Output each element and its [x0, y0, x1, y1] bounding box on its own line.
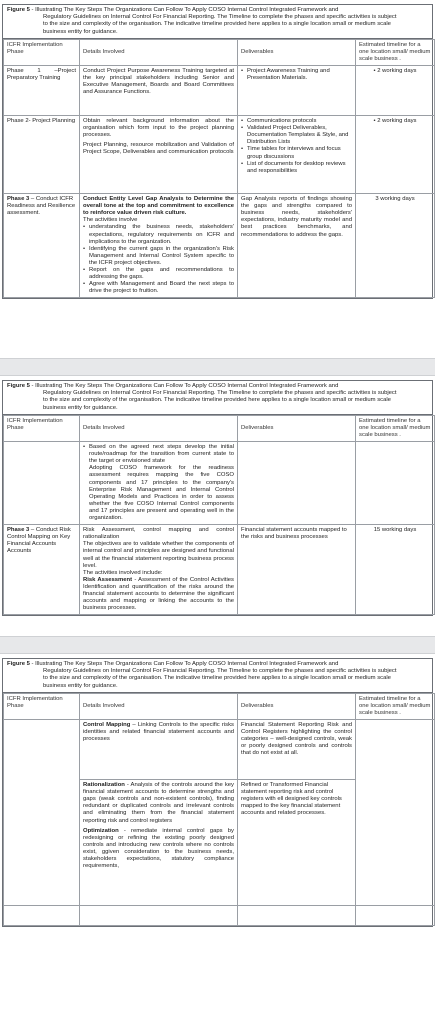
list-item: • 2 working days	[373, 68, 417, 75]
deliverables-cell	[238, 66, 356, 116]
figure-box	[2, 4, 433, 299]
timeline-cell	[356, 906, 435, 926]
header-timeline: Estimated timeline for a one location small/ medium scale business .	[356, 693, 435, 719]
figure-caption	[3, 659, 432, 693]
caption-line: to the size and complexity of the organisation. The indicative timeline provided here applies to a single location small or medium scale	[43, 397, 391, 404]
table-row	[4, 116, 435, 194]
details-cell	[80, 906, 238, 926]
list-item: • Agree with Management and Board the next steps to drive the project to fruition.	[89, 281, 234, 295]
icfr-phases-table	[3, 39, 435, 299]
table-row	[4, 720, 435, 780]
details-cell	[80, 194, 238, 298]
timeline-cell	[356, 66, 435, 116]
table-row	[4, 66, 435, 116]
paragraph: The objectives are to validate whether the components of internal control and principles are designed and functional well at the financial statement reporting business process level.	[83, 541, 234, 569]
list-item: • Based on the agreed next steps develop the initial route/roadmap for the transition from current state to the target or envisioned state	[89, 444, 234, 465]
timeline-cell: 3 working days	[356, 194, 435, 298]
figure-label: Figure 5	[7, 661, 30, 667]
timeline-cell	[356, 442, 435, 525]
deliverables-cell: Financial Statement Reporting Risk and Control Registers highlighting the control categories – well-designed controls, weak or poorly designed controls and controls that do not exist at all.	[238, 720, 356, 780]
header-phase: ICFR Implementation Phase	[4, 415, 80, 441]
caption-line: - Illustrating The Key Steps The Organizations Can Follow To Apply COSO Internal Control Integrated Framework and	[29, 661, 339, 667]
deliverables-cell	[238, 906, 356, 926]
phase-text: – Conduct Risk Control Mapping on Key Financial Accounts Accounts	[7, 527, 71, 555]
header-phase: ICFR Implementation Phase	[4, 39, 80, 65]
paragraph-bold: Conduct Entity Level Gap Analysis to Determine the overall tone at the top and commitment to excellence to reinforce value driven risk culture.	[83, 196, 234, 217]
details-cell	[80, 780, 238, 906]
paragraph: The activities involve	[83, 217, 138, 224]
figure-caption	[3, 5, 432, 39]
caption-line: - Illustrating The Key Steps The Organizations Can Follow To Apply COSO Internal Control Integrated Framework and	[29, 383, 339, 389]
list-item: • Communications protocols	[247, 118, 352, 125]
deliverables-cell: Financial statement accounts mapped to the risks and business processes	[238, 525, 356, 615]
paragraph: Optimization - remediate internal control gaps by redesigning or refining the existing poorly designed controls and introducing new controls where no controls exist, ggiven consideration to the business needs, stakeholders expectations, statutory compliance requirements,	[83, 827, 234, 870]
header-details: Details Involved	[80, 693, 238, 719]
table-header-row	[4, 39, 435, 65]
document-page-3	[0, 654, 435, 1024]
list-item: • 2 working days	[373, 118, 417, 125]
table-row	[4, 525, 435, 615]
table-header-row	[4, 693, 435, 719]
timeline-cell	[356, 116, 435, 194]
caption-line: to the size and complexity of the organisation. The indicative timeline provided here applies to a single location small or medium scale	[43, 21, 391, 28]
details-cell	[80, 116, 238, 194]
paragraph: Adopting COSO framework for the readiness assessment requires mapping the five COSO components and 17 principles to the company's Enterprise Risk Management and Internal Control Operating Models and Practices in order to assess whether the five COSO Internal Control components and 17 principles are present and operating well in the organization.	[89, 465, 234, 522]
details-cell: Conduct Project Purpose Awareness Training targeted at the key principal stakeholders including Senior and Executive Management, Boards and Board Committees and Assurance Functions.	[80, 66, 238, 116]
paragraph: Obtain relevant background information about the organisation which form input to the project planning processes.	[83, 118, 234, 139]
phase-text: – Conduct ICFR Readiness and Resilience assessment.	[7, 196, 76, 217]
deliverables-cell	[238, 442, 356, 525]
phase-cell	[4, 442, 80, 525]
paragraph: Rationalization - Analysis of the controls around the key financial statement accounts to determine strengths and gaps (weak controls and non-existent controls), finding redundant or duplicated controls and irrelevant controls and eliminating them from the financial statement reporting risk and control registers	[83, 782, 234, 824]
paragraph: Project Planning, resource mobilization and Validation of Project Scope, Deliverables and communication protocols	[83, 142, 234, 156]
icfr-phases-table	[3, 415, 435, 615]
phase-cell: Phase 2- Project Planning	[4, 116, 80, 194]
page-separator	[0, 358, 435, 376]
caption-line: business entity for guidance.	[43, 28, 118, 35]
paragraph: Risk Assessment, control mapping and control rationalization	[83, 527, 234, 541]
figure-label: Figure 5	[7, 383, 30, 389]
phase-label: Phase 3	[7, 527, 30, 534]
icfr-phases-table	[3, 693, 435, 926]
header-details: Details Involved	[80, 415, 238, 441]
list-item: • Project Awareness Training and Presentation Materials.	[247, 68, 352, 82]
table-row	[4, 442, 435, 525]
header-timeline: Estimated timeline for a one location small/ medium scale business .	[356, 415, 435, 441]
table-row	[4, 194, 435, 298]
list-item: • Report on the gaps and recommendations to addressing the gaps.	[89, 267, 234, 281]
header-phase: ICFR Implementation Phase	[4, 693, 80, 719]
deliverables-cell: Gap Analysis reports of findings showing the gaps and strengths compared to business needs, stakeholders' expectations, industry maturity model and best practices benchmarks, and recommendations to address the gaps.	[238, 194, 356, 298]
list-item: • understanding the business needs, stakeholders' expectations, regulatory requirements on ICFR and implications to the organization.	[89, 224, 234, 245]
caption-line: Regulatory Guidelines on Internal Control For Financial Reporting. The Timeline to complete the phases and specific activities is subject	[43, 14, 397, 21]
figure-label: Figure 5	[7, 7, 30, 13]
page-separator	[0, 636, 435, 654]
phase-label: Phase 3	[7, 196, 30, 203]
table-header-row	[4, 415, 435, 441]
header-details: Details Involved	[80, 39, 238, 65]
list-item: • Identifying the current gaps in the organization's Risk Management and Internal Control System specific to the ICFR project objectives.	[89, 246, 234, 267]
details-cell	[80, 442, 238, 525]
deliverables-cell	[238, 116, 356, 194]
details-cell: Control Mapping – Linking Controls to the specific risks identities and related financial statement accounts and processes	[80, 720, 238, 780]
caption-line: Regulatory Guidelines on Internal Control For Financial Reporting. The Timeline to complete the phases and specific activities is subject	[43, 668, 397, 675]
caption-line: business entity for guidance.	[43, 404, 118, 411]
list-item: • Validated Project Deliverables, Documentation Templates & Style, and Distribution Lists	[247, 125, 352, 146]
caption-line: - Illustrating The Key Steps The Organizations Can Follow To Apply COSO Internal Control Integrated Framework and	[29, 7, 339, 13]
caption-line: Regulatory Guidelines on Internal Control For Financial Reporting. The Timeline to complete the phases and specific activities is subject	[43, 390, 397, 397]
list-item: • List of documents for desktop reviews and responsibilities	[247, 161, 352, 175]
phase-cell: Phase 1 –Project Preparatory Training	[4, 66, 80, 116]
header-deliverables: Deliverables	[238, 693, 356, 719]
timeline-cell: 15 working days	[356, 525, 435, 615]
header-deliverables: Deliverables	[238, 39, 356, 65]
deliverables-cell: Refined or Transformed Financial statement reporting risk and control registers with ell designed key controls mapped to the key financial statement accounts and related processes.	[238, 780, 356, 906]
phase-cell	[4, 525, 80, 615]
phase-cell	[4, 194, 80, 298]
paragraph: The activities involved include:	[83, 569, 163, 576]
paragraph: Risk Assessment - Assessment of the Control Activities Identification and quantification of the risks around the financial statement accounts to determine the significant accounts and mapping or linking the accounts to the business processes.	[83, 576, 234, 612]
table-row	[4, 906, 435, 926]
caption-line: business entity for guidance.	[43, 682, 118, 689]
phase-cell	[4, 906, 80, 926]
header-timeline: Estimated timeline for a one location small/ medium scale business .	[356, 39, 435, 65]
document-page-2	[0, 376, 435, 618]
figure-box	[2, 658, 433, 927]
list-item: • Time tables for interviews and focus group discussions	[247, 146, 352, 160]
figure-caption	[3, 381, 432, 415]
figure-box	[2, 380, 433, 616]
header-deliverables: Deliverables	[238, 415, 356, 441]
caption-line: to the size and complexity of the organisation. The indicative timeline provided here applies to a single location small or medium scale	[43, 675, 391, 682]
details-cell	[80, 525, 238, 615]
timeline-cell	[356, 720, 435, 906]
document-page-1	[0, 0, 435, 360]
phase-cell	[4, 720, 80, 906]
